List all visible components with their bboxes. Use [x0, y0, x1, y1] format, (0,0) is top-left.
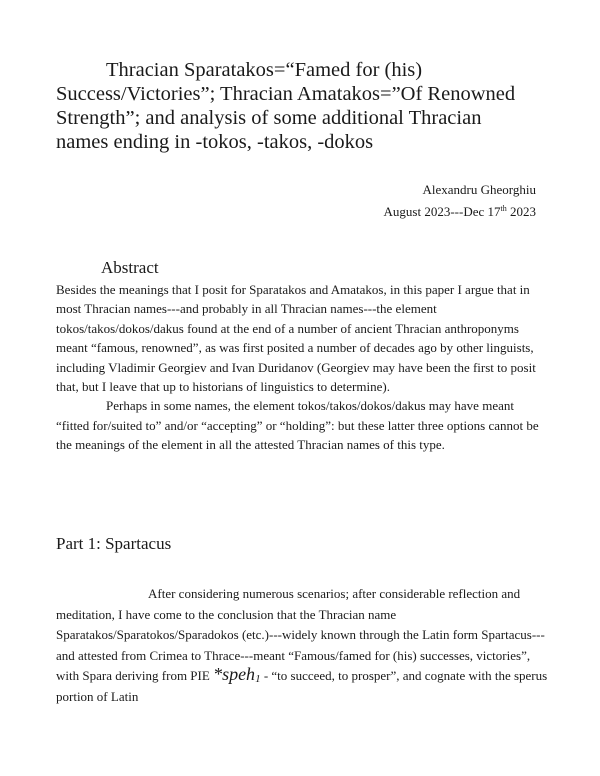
author-date: [384, 199, 536, 221]
author-date-superscript: th: [500, 204, 507, 213]
pie-root-subscript: 1: [255, 673, 261, 685]
author-date-prefix: August 2023---Dec 17: [383, 204, 501, 219]
part1-text-after: - “to succeed, to prosper”, and cognate with the sperus portion of Latin: [56, 668, 548, 704]
title-line-3: Strength”; and analysis of some additional Thracian: [56, 107, 482, 129]
author-block: [384, 180, 536, 221]
title-line-4: names ending in -tokos, -takos, -dokos: [56, 131, 374, 153]
paper-title: [56, 58, 556, 154]
title-line-1: Thracian Sparatakos=“Famed for (his): [106, 59, 423, 81]
abstract-paragraph-1: Besides the meanings that I posit for Sparatakos and Amatakos, in this paper I argue that in most Thracian names---and probably in all Thracian names---the element tokos/takos/dokos/dakus found at the end of a number of ancient Thracian anthroponyms meant “famous, renowned”, as was first posited a number of decades ago by other linguists, including Vladimir Georgiev and Ivan Duridanov (Georgiev may have been the first to posit that, but I leave that up to historians of linguistics to determine).: [56, 282, 536, 395]
abstract-body: [56, 280, 550, 455]
title-line-2: Success/Victories”; Thracian Amatakos=”Of Renowned: [56, 83, 516, 105]
abstract-heading: Abstract: [101, 258, 159, 277]
part1-text-before: After considering numerous scenarios; after considerable reflection and meditation, I have come to the conclusion that the Thracian name Sparatakos/Sparatokos/Sparadokos (etc.)---widely known through the Latin form Spartacus---and attested from Crimea to Thrace---meant “Famous/famed for (his) successes, victories”, with Spara deriving from PIE: [56, 586, 545, 683]
author-date-suffix: 2023: [506, 204, 536, 219]
part1-heading: Part 1: Spartacus: [56, 534, 172, 553]
pie-root: [213, 664, 261, 684]
author-name: Alexandru Gheorghiu: [422, 182, 536, 197]
pie-root-text: *speh: [213, 664, 256, 684]
abstract-paragraph-2: Perhaps in some names, the element tokos/takos/dokos/dakus may have meant “fitted for/suited to” and/or “accepting” or “holding”: but these latter three options cannot be the meanings of the element in all the attested Thracian names of this type.: [56, 398, 539, 453]
part1-paragraph: [56, 584, 550, 707]
